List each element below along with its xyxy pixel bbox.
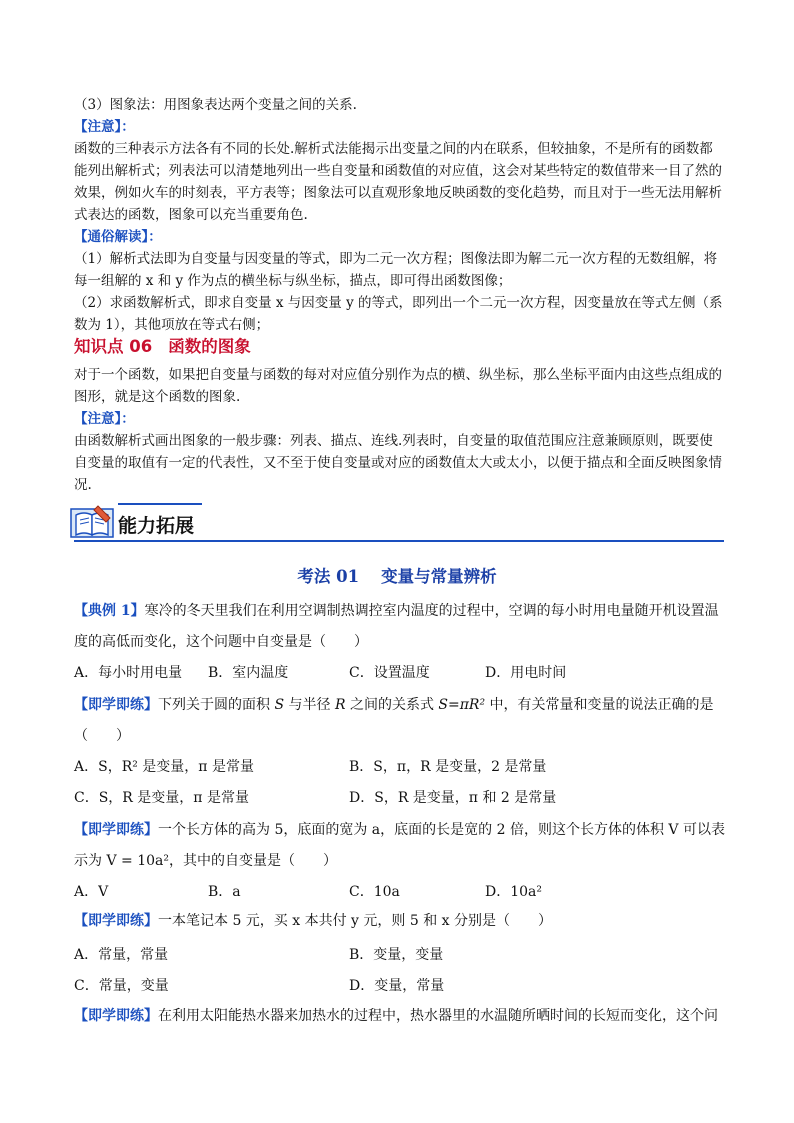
example-1-question: 【典例 1】寒冷的冬天里我们在利用空调制热调控室内温度的过程中，空调的每小时用电量随开机设置温度的高低而变化，这个问题中自变量是（ ） [74, 603, 719, 650]
method-heading: 考法 01 变量与常量辨析 [297, 567, 497, 586]
section-top-rule [118, 503, 202, 505]
note-label: 【注意】： [74, 119, 135, 135]
option-a: A．S，R² 是变量，π 是常量 [74, 759, 254, 775]
option-c: C．10a [349, 884, 400, 900]
knowledge-point-heading: 知识点 06 函数的图象 [74, 337, 251, 356]
paragraph-three-methods: 函数的三种表示方法各有不同的长处.解析式法能揭示出变量之间的内在联系，但较抽象，不是所有的函数都能列出解析式；列表法可以清楚地列出一些自变量和函数值的对应值，这会对某些特定的数值带来一目了然的效果，例如火车的时刻表，平方表等；图象法可以直观形象地反映函数的变化趋势，而且对于一些无法用解析式表达的函数，图象可以充当重要角色. [74, 141, 722, 223]
practice-2-options-row-1 [74, 756, 724, 778]
open-book-icon [70, 505, 114, 541]
paragraph-explain-2: （2）求函数解析式，即求自变量 x 与因变量 y 的等式，即列出一个二元一次方程，因变量放在等式左侧（系数为 1），其他项放在等式右侧； [74, 295, 723, 333]
practice-3-question: 【即学即练】一个长方体的高为 5，底面的宽为 a，底面的长是宽的 2 倍，则这个长方体的体积 V 可以表示为 V = 10a²，其中的自变量是（ ） [74, 822, 725, 869]
example-1-options [74, 662, 724, 684]
paragraph-graph-steps: 由函数解析式画出图象的一般步骤：列表、描点、连线.列表时，自变量的取值范围应注意兼顾原则，既要使自变量的取值有一定的代表性，又不至于使自变量或对应的函数值太大或太小，以便于描点和全面反映图象情况. [74, 433, 722, 493]
option-b: B．室内温度 [208, 665, 289, 681]
option-a: A．每小时用电量 [74, 665, 183, 681]
practice-3-options [74, 881, 724, 903]
practice-2-options-row-2 [74, 787, 724, 809]
practice-4-options-row-2 [74, 975, 724, 997]
note-label-2: 【注意】： [74, 411, 135, 427]
option-d: D．10a² [485, 884, 542, 900]
option-b: B．变量，变量 [349, 947, 444, 963]
option-d: D．用电时间 [485, 665, 567, 681]
practice-4-options-row-1 [74, 944, 724, 966]
option-b: B．a [208, 884, 241, 900]
paragraph-graph-method: （3）图象法：用图象表达两个变量之间的关系. [74, 97, 357, 113]
option-d: D．S，R 是变量，π 和 2 是常量 [349, 790, 557, 806]
paragraph-graph-definition: 对于一个函数，如果把自变量与函数的每对对应值分别作为点的横、纵坐标，那么坐标平面内由这些点组成的图形，就是这个函数的图象. [74, 367, 722, 405]
plain-explanation-label: 【通俗解读】： [74, 229, 162, 245]
practice-4-question: 【即学即练】一本笔记本 5 元，买 x 本共付 y 元，则 5 和 x 分别是（ ） [74, 913, 553, 929]
option-a: A．常量，常量 [74, 947, 169, 963]
option-c: C．S，R 是变量，π 是常量 [74, 790, 249, 806]
section-underline [74, 540, 724, 542]
option-a: A．V [74, 884, 109, 900]
option-c: C．设置温度 [349, 665, 430, 681]
option-b: B．S，π，R 是变量，2 是常量 [349, 759, 547, 775]
practice-2-question: 【即学即练】下列关于圆的面积 S 与半径 R 之间的关系式 S=πR² 中，有关常量和变量的说法正确的是 （ ） [74, 697, 714, 744]
practice-5-question: 【即学即练】在利用太阳能热水器来加热水的过程中，热水器里的水温随所晒时间的长短而变化，这个问 [74, 1008, 718, 1024]
paragraph-explain-1: （1）解析式法即为自变量与因变量的等式，即为二元一次方程；图像法即为解二元一次方程的无数组解，将每一组解的 x 和 y 作为点的横坐标与纵坐标，描点，即可得出函数图像； [74, 251, 718, 289]
section-title: 能力拓展 [118, 515, 195, 537]
option-d: D．变量，常量 [349, 978, 445, 994]
option-c: C．常量，变量 [74, 978, 169, 994]
